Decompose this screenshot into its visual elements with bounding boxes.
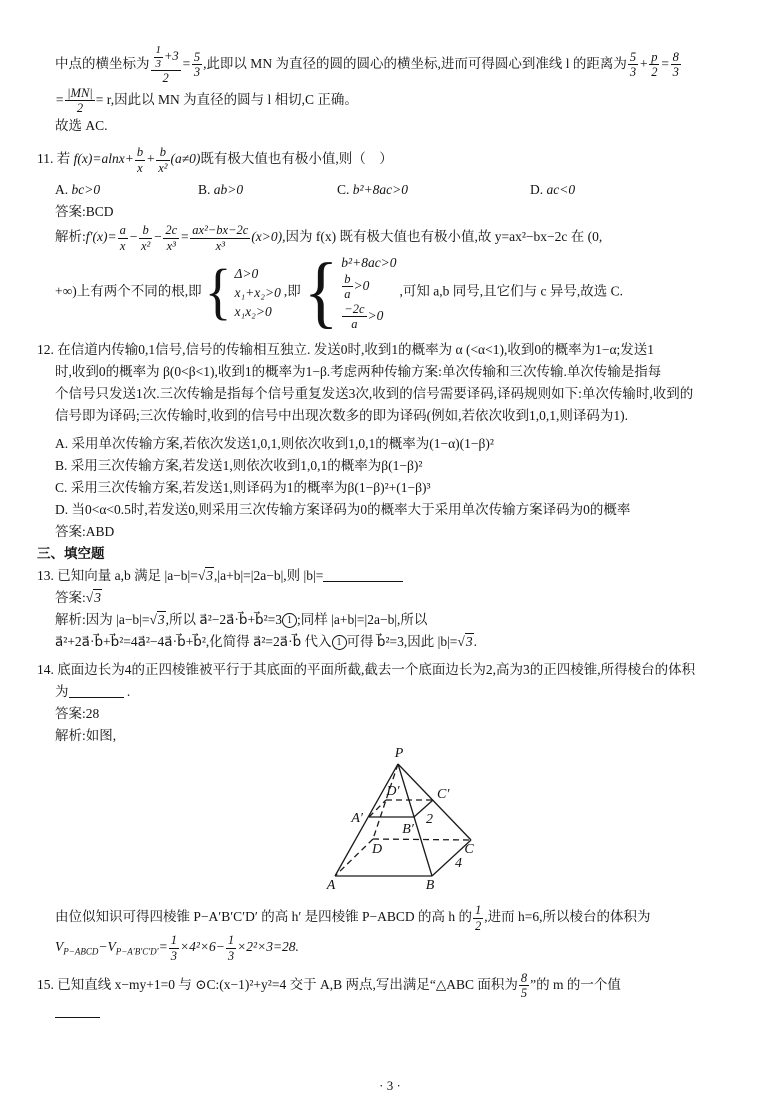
- sqrt-3: [86, 587, 102, 609]
- solution-text: a⃗²+2a⃗·b⃗+b⃗²=4a⃗²−4a⃗·b⃗+b⃗²,化简得 a⃗²=2a⃗·b⃗ 代入: [55, 634, 332, 650]
- fraction-8-3: [670, 50, 682, 80]
- equation-system-1: [204, 256, 281, 327]
- q14-solution-2: [37, 933, 746, 963]
- fraction-denominator: x²: [140, 238, 151, 253]
- fraction-b-a: [341, 272, 353, 302]
- solution-text: ,进而 h=6,所以棱台的体积为: [484, 909, 651, 925]
- volume-subscript: P−A′B′C′D′: [115, 946, 159, 957]
- vertex-label-P: P: [394, 746, 404, 762]
- fraction-denominator: 2: [475, 918, 482, 933]
- q12-option-a: [37, 433, 746, 455]
- q14-line-2: [37, 681, 746, 703]
- inequality: >0: [367, 307, 384, 323]
- fraction-2c-x3: [162, 223, 180, 253]
- option-value: 采用单次传输方案,若依次发送1,0,1,则依次收到1,0,1的概率为(1−α)(1−β)²: [71, 436, 494, 452]
- system-rows: [235, 264, 281, 321]
- vertex-label-A-prime: A′: [351, 811, 363, 827]
- q13-text: ,|a+b|=|2a−b|,则 |b|=: [214, 568, 324, 584]
- option-value: 当0<α<0.5时,若发送0,则采用三次传输方案译码为0的概率大于采用单次传输方案译码为0的概率: [71, 502, 631, 518]
- fraction-numerator: −2c: [344, 301, 365, 316]
- option-value: bc>0: [71, 182, 101, 198]
- radical-sign: √: [85, 590, 94, 606]
- fraction-denominator: 3: [155, 57, 161, 70]
- q12-line-1: [37, 339, 746, 361]
- fraction-1-3: [225, 933, 237, 963]
- option-value: ac<0: [546, 182, 576, 198]
- radicand: 3: [206, 568, 214, 584]
- pyramid-diagram: [300, 743, 530, 893]
- fraction-denominator: 2: [162, 71, 169, 86]
- solution-text: +∞)上有两个不同的根,即: [55, 283, 202, 299]
- option-label: D.: [530, 182, 544, 198]
- option-label: B.: [55, 458, 68, 474]
- vertex-label-D-prime: D′: [386, 784, 400, 800]
- fraction-b-x2: [155, 145, 170, 175]
- fraction-denominator: x: [137, 160, 143, 175]
- fraction-numerator: 5: [193, 49, 201, 64]
- radical-sign: √: [457, 634, 465, 650]
- section-title: 三、填空题: [37, 546, 105, 562]
- option-value: 采用三次传输方案,若发送1,则依次收到1,0,1的概率为β(1−β)²: [70, 458, 423, 474]
- equals: =: [158, 939, 168, 955]
- vertex-label-C-prime: C′: [437, 787, 450, 803]
- minus: −: [128, 229, 138, 245]
- fraction-neg2c-a: [341, 302, 367, 332]
- volume-subscript: P−ABCD: [63, 946, 99, 957]
- fraction-numerator: [151, 44, 181, 71]
- solution-text: 由位似知识可得四棱锥 P−A′B′C′D′ 的高 h′ 是四棱锥 P−ABCD 的高 h 的: [55, 909, 473, 925]
- fraction-numerator: b: [156, 145, 169, 160]
- radicand: 3: [465, 634, 473, 650]
- fraction-numerator: p: [651, 49, 658, 64]
- fraction-denominator: x³: [215, 238, 225, 253]
- option-label: A.: [55, 182, 69, 198]
- vertex-label-D: D: [371, 842, 383, 858]
- fraction-numerator: a: [119, 223, 126, 238]
- plus-3: +3: [164, 49, 179, 64]
- solution-text: ,即: [283, 283, 301, 299]
- q10-choice: 故选 AC.: [55, 118, 108, 134]
- system-row: Δ>0: [234, 265, 259, 281]
- left-brace: {: [204, 256, 232, 327]
- sqrt-3: [457, 631, 473, 653]
- fraction-a-x: [117, 223, 129, 253]
- fraction-numerator: 2c: [165, 223, 178, 238]
- q10-text-1: 中点的横坐标为: [55, 55, 150, 71]
- inner-fraction: [153, 44, 165, 70]
- system-row: x₁+x₂>0: [234, 284, 281, 300]
- q12-option-d: [37, 499, 746, 521]
- fraction-1-3: [168, 933, 180, 963]
- fraction-p-2: [648, 50, 660, 80]
- section-3-heading: [37, 543, 746, 565]
- solution-label: 解析:: [55, 229, 86, 245]
- solution-text: 解析:因为 |a−b|=: [55, 612, 150, 628]
- q13-text: 13. 已知向量 a,b 满足 |a−b|=: [37, 568, 198, 584]
- solution-text: 因为 f(x) 既有极大值也有极小值,故 y=ax²−bx−2c 在 (0,: [285, 229, 603, 245]
- q11-stem: [37, 145, 746, 175]
- q14-solution-1: [37, 903, 746, 933]
- fraction-denominator: a: [351, 317, 358, 332]
- fraction-denominator: 3: [672, 65, 679, 80]
- fraction-numerator: 5: [629, 49, 637, 64]
- equals: =: [55, 91, 65, 107]
- fraction-numerator: b: [139, 223, 152, 238]
- equals: =: [181, 55, 191, 71]
- fraction-numerator: 1: [155, 44, 161, 56]
- q11-option-c: [337, 179, 530, 201]
- fraction-denominator: 2: [651, 65, 658, 80]
- q10-conclusion: [37, 115, 746, 137]
- minus: −: [153, 229, 163, 245]
- fraction-numerator: 1: [170, 933, 178, 948]
- q10-line-1: [37, 44, 746, 86]
- solution-text: .: [473, 634, 477, 650]
- plus: +: [639, 55, 649, 71]
- q12-answer: [37, 521, 746, 543]
- q11-function: f(x)=alnx+: [73, 151, 134, 167]
- circled-1: 1: [282, 613, 297, 628]
- answer-blank: [323, 567, 403, 582]
- system-row: x₁x₂>0: [234, 303, 272, 319]
- fraction-denominator: x²: [158, 160, 168, 175]
- system-row: [341, 302, 383, 332]
- q12-line-3: [37, 383, 746, 405]
- fraction-8-5: [518, 971, 530, 1001]
- q15-text: 15. 已知直线 x−my+1=0 与 ⊙C:(x−1)²+y²=4 交于 A,B 两点,写出满足“△ABC 面积为: [37, 976, 518, 992]
- q11-option-b: [198, 179, 337, 201]
- fraction-denominator: 3: [193, 65, 201, 80]
- answer-text: 答案:28: [55, 706, 100, 722]
- answer-text: 答案:BCD: [55, 204, 114, 220]
- fraction-numerator: 1: [227, 933, 235, 948]
- page-number-text: · 3 ·: [379, 1078, 401, 1093]
- big-fraction: [150, 44, 182, 86]
- minus: −: [98, 939, 108, 955]
- solution-text: 可得 b⃗²=3,因此 |b|=: [346, 634, 458, 650]
- fraction-denominator: a: [344, 287, 351, 302]
- fraction-denominator: x: [119, 238, 126, 253]
- pyramid-figure: [300, 743, 746, 897]
- system-row: b²+8ac>0: [341, 254, 397, 270]
- q13-answer: [37, 587, 746, 609]
- fraction-numerator: 1: [475, 903, 482, 918]
- fraction-denominator: 3: [170, 948, 178, 963]
- q11-solution-1: [37, 223, 746, 253]
- fraction-quadratic: [189, 223, 251, 253]
- fraction-denominator: 3: [629, 65, 637, 80]
- q10-text-2: ,此即以 MN 为直径的圆的圆心的横坐标,进而可得圆心到准线 l 的距离为: [203, 55, 627, 71]
- fraction-numerator: |MN|: [67, 85, 93, 100]
- answer-text: 答案:ABD: [55, 524, 115, 540]
- option-label: C.: [55, 480, 68, 496]
- answer-label: 答案:: [55, 590, 86, 606]
- q12-line-2: [37, 361, 746, 383]
- sqrt-3: [150, 609, 166, 631]
- equals: =: [180, 229, 190, 245]
- q11-answer: [37, 201, 746, 223]
- q12-option-c: [37, 477, 746, 499]
- q11-number: 11. 若: [37, 151, 74, 167]
- period: .: [126, 684, 131, 700]
- option-label: D.: [55, 502, 69, 518]
- volume-symbol: V: [107, 939, 116, 955]
- system-rows: [341, 253, 396, 332]
- option-value: b²+8ac>0: [352, 182, 409, 198]
- q13-stem: [37, 565, 746, 587]
- equation-system-2: [303, 246, 397, 337]
- inequality: >0: [353, 277, 370, 293]
- solution-text: ,所以 a⃗²−2a⃗·b⃗+b⃗²=3: [165, 612, 283, 628]
- system-row: [341, 272, 369, 302]
- vertex-label-B-prime: B′: [402, 822, 414, 838]
- fraction-5-3b: [627, 50, 639, 80]
- derivative: f′(x)=: [85, 229, 117, 245]
- plus: +: [146, 151, 156, 167]
- q13-solution-1: [37, 609, 746, 631]
- circled-1: 1: [332, 635, 347, 650]
- edge-label-4: 4: [455, 856, 462, 872]
- volume-symbol: V: [55, 939, 64, 955]
- answer-blank: [69, 683, 124, 698]
- q14-text: 为: [55, 684, 69, 700]
- solution-text: ;同样 |a+b|=|2a−b|,所以: [297, 612, 428, 628]
- q11-option-a: [55, 179, 198, 201]
- edge-label-2: 2: [426, 812, 433, 828]
- radical-sign: √: [149, 612, 157, 628]
- fraction-numerator: ax²−bx−2c: [192, 223, 249, 238]
- q14-line-1: [37, 659, 746, 681]
- q15-text: ”的 m 的一个值: [530, 976, 621, 992]
- fraction-1-2: [472, 903, 484, 933]
- q11-condition: (a≠0): [170, 151, 201, 167]
- fraction-MN-2: [64, 86, 96, 116]
- fraction-denominator: 5: [520, 986, 528, 1001]
- vertex-label-A: A: [326, 878, 336, 894]
- fraction-denominator: 3: [227, 948, 235, 963]
- option-value: 采用三次传输方案,若发送1,则译码为1的概率为β(1−β)²+(1−β)³: [70, 480, 431, 496]
- option-label: A.: [55, 436, 69, 452]
- vertex-label-C: C: [464, 842, 474, 858]
- q11-option-d: [530, 179, 746, 201]
- q12-text: 12. 在信道内传输0,1信号,信号的传输相互独立. 发送0时,收到1的概率为 α (<α<1),收到0的概率为1−α;发送1: [37, 342, 655, 358]
- vertex-label-B: B: [425, 878, 435, 894]
- q15-stem: [37, 971, 746, 1001]
- fraction-numerator: b: [136, 145, 144, 160]
- expression: ×2²×3=28.: [237, 939, 299, 955]
- q14-answer: [37, 703, 746, 725]
- page-number: [0, 1078, 780, 1094]
- q12-option-b: [37, 455, 746, 477]
- q12-text: 时,收到0的概率为 β(0<β<1),收到1的概率为1−β.考虑两种传输方案:单次传输和三次传输.单次传输是指每: [55, 364, 662, 380]
- q10-text-3: = r,因此以 MN 为直径的圆与 l 相切,C 正确。: [95, 91, 358, 107]
- solution-text: 解析:如图,: [55, 728, 117, 744]
- q11-options: [37, 179, 746, 201]
- fraction-numerator: 8: [672, 49, 679, 64]
- fraction-b-x2: [138, 223, 153, 253]
- left-brace: {: [303, 246, 339, 337]
- fraction-denominator: x³: [166, 238, 176, 253]
- q11-solution-2: [37, 246, 746, 337]
- radicand: 3: [157, 612, 165, 628]
- q12-line-4: [37, 405, 746, 427]
- radicand: 3: [94, 590, 101, 606]
- radical-sign: √: [197, 568, 206, 584]
- answer-blank: [55, 1003, 100, 1018]
- fraction-5-3: [191, 50, 203, 80]
- equals: =: [660, 55, 670, 71]
- q13-solution-2: [37, 631, 746, 653]
- fraction-numerator: 8: [520, 970, 528, 985]
- fraction-b-x: [134, 145, 146, 175]
- fraction-numerator: b: [344, 271, 351, 286]
- option-value: ab>0: [213, 182, 244, 198]
- domain: (x>0),: [251, 229, 286, 245]
- q14-text: 14. 底面边长为4的正四棱锥被平行于其底面的平面所截,截去一个底面边长为2,高为3的正四棱锥,所得棱台的体积: [37, 662, 696, 678]
- option-label: C.: [337, 182, 350, 198]
- q11-stem-text: 既有极大值也有极小值,则（ ）: [200, 151, 393, 167]
- q15-answer-blank-line: [37, 1001, 746, 1023]
- q12-text: 个信号只发送1次.三次传输是指每个信号重复发送3次,收到的信号需要译码,译码规则如下:单次传输时,收到的: [55, 386, 694, 402]
- option-label: B.: [198, 182, 211, 198]
- fraction-denominator: 2: [76, 101, 84, 116]
- expression: ×4²×6−: [180, 939, 225, 955]
- q12-text: 信号即为译码;三次传输时,收到的信号中出现次数多的即为译码(例如,若依次收到1,0,1,则译码为1).: [55, 408, 628, 424]
- sqrt-3: [198, 565, 214, 587]
- q10-line-2: [37, 86, 746, 116]
- solution-text: ,可知 a,b 同号,且它们与 c 异号,故选 C.: [399, 283, 624, 299]
